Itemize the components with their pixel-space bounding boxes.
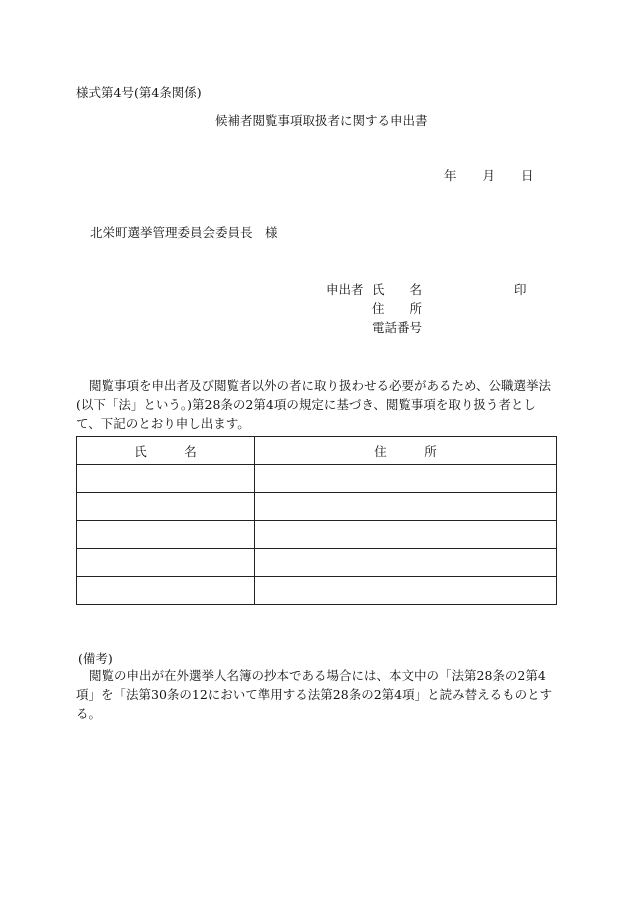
table-row bbox=[77, 493, 557, 521]
remarks-body bbox=[76, 666, 558, 723]
handler-table bbox=[76, 436, 557, 605]
table-cell-name[interactable] bbox=[77, 577, 255, 605]
document-title: 候補者閲覧事項取扱者に関する申出書 bbox=[215, 113, 428, 128]
applicant-label: 申出者 bbox=[326, 282, 364, 297]
date-day: 日 bbox=[521, 168, 534, 183]
applicant-phone-label: 電話番号 bbox=[372, 320, 423, 335]
remarks-paragraph: 閲覧の申出が在外選挙人名簿の抄本である場合には、本文中の「法第28条の2第4項」を「法第30条の12において準用する法第28条の2第4項」と読み替えるものとする。 bbox=[76, 668, 553, 721]
table-row bbox=[77, 465, 557, 493]
table-row bbox=[77, 521, 557, 549]
table-header-row bbox=[77, 437, 557, 465]
remarks-heading: (備考) bbox=[78, 651, 113, 666]
table-row bbox=[77, 549, 557, 577]
table-cell-name[interactable] bbox=[77, 521, 255, 549]
body-paragraph: 閲覧事項を申出者及び閲覧者以外の者に取り扱わせる必要があるため、公職選挙法(以下「法」という。)第28条の2第4項の規定に基づき、閲覧事項を取り扱う者として、下記のとおり申し出ます。 bbox=[76, 378, 552, 431]
table-header-address: 住 所 bbox=[255, 437, 557, 465]
table-header-name: 氏 名 bbox=[77, 437, 255, 465]
body-text bbox=[76, 376, 558, 433]
table-cell-address[interactable] bbox=[255, 493, 557, 521]
date-year: 年 bbox=[444, 168, 457, 183]
table-cell-address[interactable] bbox=[255, 549, 557, 577]
seal-mark: 印 bbox=[514, 282, 527, 297]
table-cell-address[interactable] bbox=[255, 577, 557, 605]
addressee: 北栄町選挙管理委員会委員長 様 bbox=[90, 225, 278, 240]
table-cell-address[interactable] bbox=[255, 521, 557, 549]
applicant-name-label: 氏 名 bbox=[372, 282, 423, 297]
applicant-fields bbox=[372, 280, 422, 337]
form-number: 様式第4号(第4条関係) bbox=[76, 85, 202, 100]
applicant-address-label: 住 所 bbox=[372, 301, 423, 316]
date-line bbox=[444, 166, 534, 184]
table-cell-name[interactable] bbox=[77, 465, 255, 493]
date-month: 月 bbox=[482, 168, 496, 183]
table-cell-name[interactable] bbox=[77, 493, 255, 521]
table-row bbox=[77, 577, 557, 605]
table-cell-name[interactable] bbox=[77, 549, 255, 577]
table-cell-address[interactable] bbox=[255, 465, 557, 493]
